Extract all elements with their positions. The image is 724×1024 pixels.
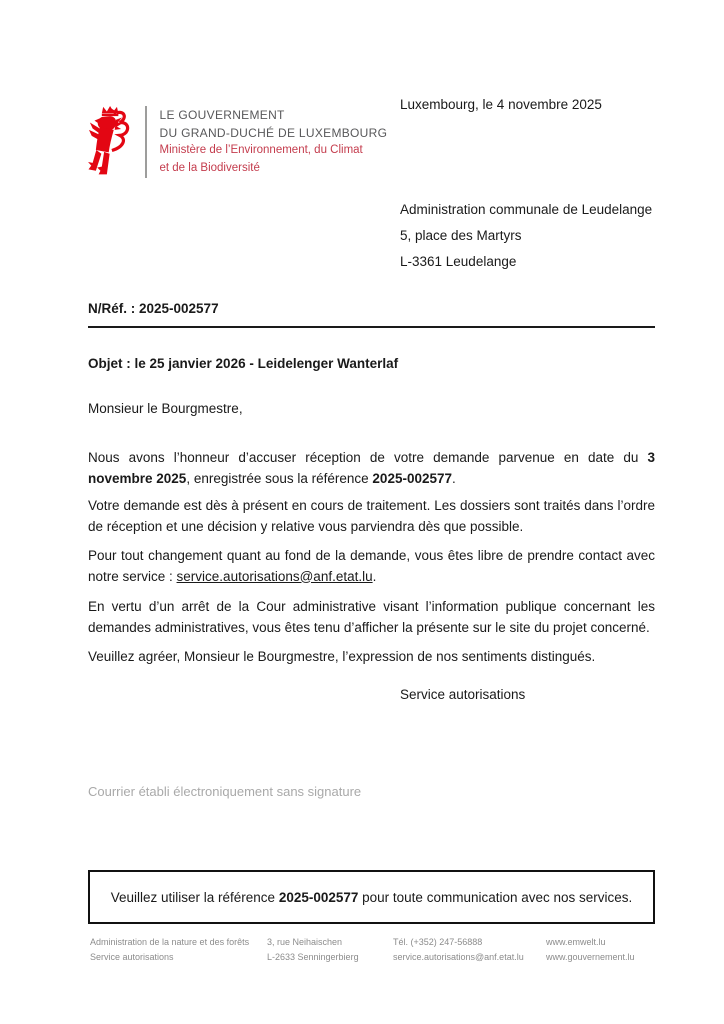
footer-org-line: Administration de la nature et des forêts: [90, 937, 250, 947]
luxembourg-lion-icon: [88, 106, 134, 184]
text-segment: , enregistrée sous la référence: [186, 470, 373, 486]
recipient-address: [400, 197, 652, 275]
text-segment: Pour tout changement quant au fond de la demande, vous êtes libre de prendre contact avec notre service :: [88, 547, 655, 584]
recipient-line: L-3361 Leudelange: [400, 254, 517, 269]
footer-website: www.emwelt.lu: [546, 937, 606, 947]
text-segment: En vertu d’un arrêt de la Cour administrative visant l’information publique concernant les demandes administratives, vous êtes tenu d’afficher la présente sur le site du projet concerné.: [88, 598, 655, 635]
logo-text-block: [160, 103, 388, 177]
signature-service: Service autorisations: [400, 687, 526, 702]
footer-address: [267, 935, 359, 964]
recipient-line: Administration communale de Leudelange: [400, 202, 653, 217]
logo-divider: [145, 106, 147, 178]
subject-line: Objet : le 25 janvier 2026 - Leidelenger Wanterlaf: [88, 356, 399, 371]
footer-organization: [90, 935, 249, 964]
text-segment: .: [452, 470, 456, 486]
service-email-link[interactable]: service.autorisations@anf.etat.lu: [176, 568, 373, 584]
text-segment: Veuillez utiliser la référence: [110, 889, 279, 905]
reference-notice-text: [111, 890, 633, 905]
footer-email: service.autorisations@anf.etat.lu: [393, 951, 524, 962]
logo-ministry-line1: Ministère de l’Environnement, du Climat: [159, 144, 363, 156]
footer-address-line: 3, rue Neihaischen: [267, 937, 343, 947]
electronic-signature-note: Courrier établi électroniquement sans signature: [88, 784, 362, 799]
reference-notice-box: [88, 870, 655, 924]
body-paragraph-2: [88, 495, 655, 537]
text-segment: 2025-002577: [278, 889, 359, 905]
government-logo: [88, 103, 387, 184]
text-segment: 3 novembre 2025: [88, 449, 655, 486]
body-paragraph-4: [88, 596, 655, 638]
text-segment: Nous avons l’honneur d’accuser réception de votre demande parvenue en date du: [88, 449, 648, 465]
salutation: Monsieur le Bourgmestre,: [88, 401, 243, 416]
text-segment: Veuillez agréer, Monsieur le Bourgmestre, l’expression de nos sentiments distingués.: [88, 648, 596, 664]
footer-address-line: L-2633 Senningerbierg: [267, 951, 359, 962]
text-segment: 2025-002577: [372, 470, 452, 486]
footer-contact: [393, 935, 524, 964]
reference-line: N/Réf. : 2025-002577: [88, 301, 219, 316]
body-paragraph-3: [88, 545, 655, 587]
text-segment: Votre demande est dès à présent en cours de traitement. Les dossiers sont traités dans l’ordre de réception et une décision y relative vous parviendra dès que possible.: [88, 497, 655, 534]
dateline: Luxembourg, le 4 novembre 2025: [400, 97, 602, 112]
logo-government-line2: DU GRAND-DUCHÉ DE LUXEMBOURG: [159, 125, 388, 140]
logo-ministry-line2: et de la Biodiversité: [159, 161, 260, 174]
body-paragraph-1: [88, 447, 655, 489]
reference-rule: [88, 326, 655, 328]
footer-org-line: Service autorisations: [90, 951, 174, 962]
recipient-line: 5, place des Martyrs: [400, 228, 522, 243]
text-segment: .: [372, 568, 377, 584]
logo-government-line1: LE GOUVERNEMENT: [159, 108, 285, 122]
footer-websites: [546, 935, 635, 964]
footer-phone: Tél. (+352) 247-56888: [393, 937, 483, 947]
footer-website: www.gouvernement.lu: [546, 951, 635, 962]
text-segment: pour toute communication avec nos services.: [358, 889, 633, 905]
body-paragraph-closing: [88, 646, 655, 667]
